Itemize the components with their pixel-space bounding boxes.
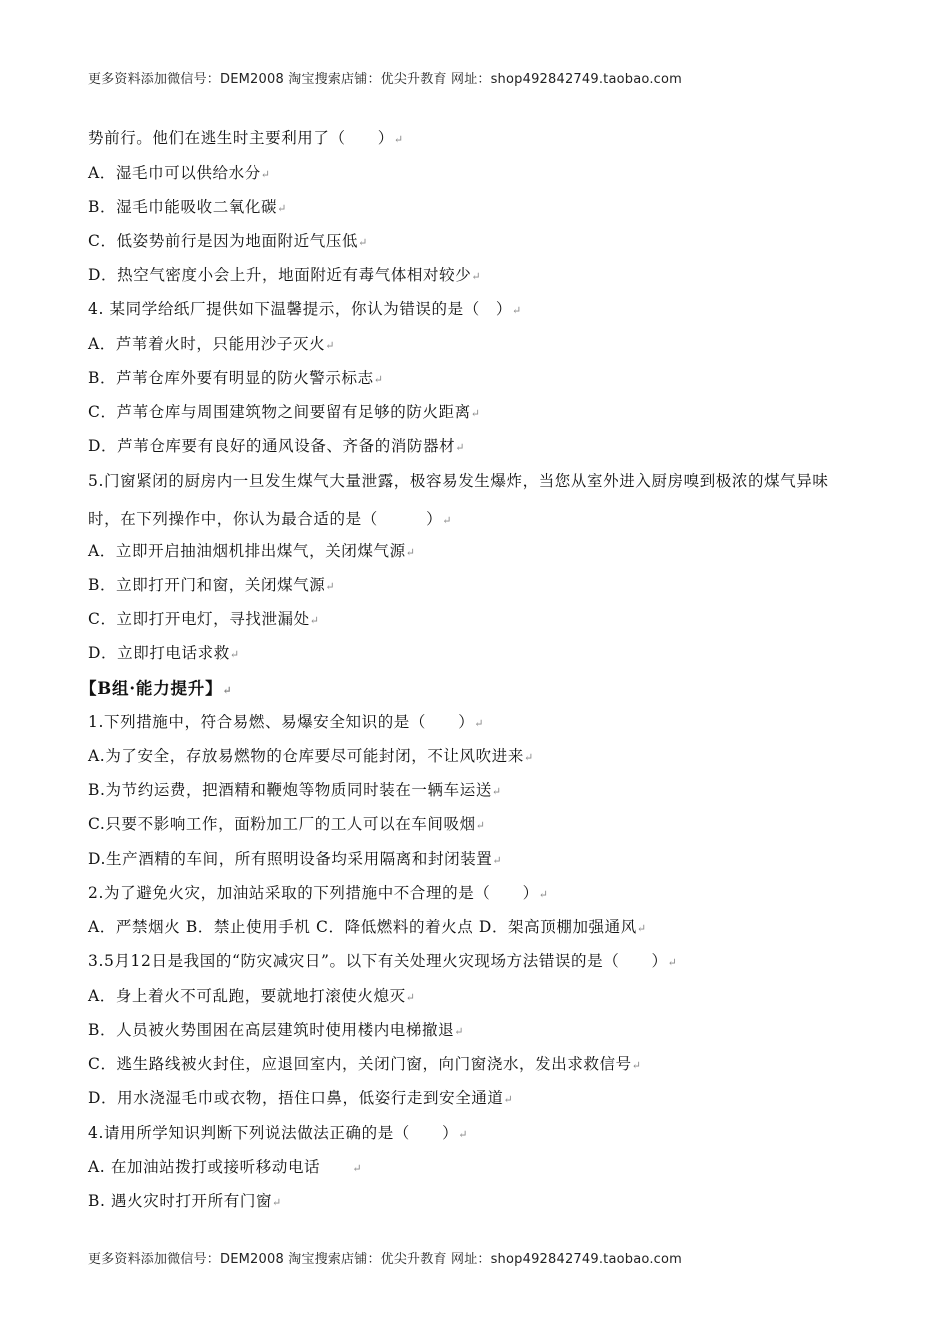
option-line: A.为了安全，存放易燃物的仓库要尽可能封闭，不让风吹进来↵ <box>88 747 534 765</box>
paragraph-mark-icon: ↵ <box>272 1196 282 1209</box>
option-line: C．立即打开电灯，寻找泄漏处↵ <box>88 610 320 628</box>
option-line: C．逃生路线被火封住，应退回室内，关闭门窗，向门窗浇水，发出求救信号↵ <box>88 1055 642 1073</box>
paragraph-mark-icon: ↵ <box>277 202 287 215</box>
question-line: 1.下列措施中，符合易燃、易爆安全知识的是（ ）↵ <box>88 713 485 731</box>
option-line: B. 遇火灾时打开所有门窗↵ <box>88 1192 282 1210</box>
paragraph-mark-icon: ↵ <box>352 1162 363 1175</box>
paragraph-mark-icon: ↵ <box>538 888 549 901</box>
paragraph-mark-icon: ↵ <box>458 1128 469 1141</box>
paragraph-mark-icon: ↵ <box>512 304 522 317</box>
option-line: D．热空气密度小会上升，地面附近有毒气体相对较少↵ <box>88 266 482 284</box>
paragraph-mark-icon: ↵ <box>474 717 485 730</box>
paragraph-mark-icon: ↵ <box>358 236 368 249</box>
paragraph-mark-icon: ↵ <box>309 614 320 627</box>
paragraph-mark-icon: ↵ <box>455 441 466 454</box>
paragraph-mark-icon: ↵ <box>442 514 453 527</box>
paragraph-mark-icon: ↵ <box>454 1025 465 1038</box>
paragraph-mark-icon: ↵ <box>492 854 503 867</box>
paragraph-mark-icon: ↵ <box>523 751 534 764</box>
question-line: 4.请用所学知识判断下列说法做法正确的是（ ）↵ <box>88 1124 469 1142</box>
paragraph-mark-icon: ↵ <box>667 956 678 969</box>
option-line: D．芦苇仓库要有良好的通风设备、齐备的消防器材↵ <box>88 437 466 455</box>
paragraph-mark-icon: ↵ <box>325 580 336 593</box>
option-line: A．身上着火不可乱跑，要就地打滚使火熄灭↵ <box>88 987 416 1005</box>
paragraph-mark-icon: ↵ <box>470 407 481 420</box>
option-line: A．芦苇着火时，只能用沙子灭火↵ <box>88 335 336 353</box>
paragraph-mark-icon: ↵ <box>222 684 233 697</box>
option-line: B．芦苇仓库外要有明显的防火警示标志↵ <box>88 369 384 387</box>
option-line: A. 在加油站拨打或接听移动电话 ↵ <box>88 1158 363 1176</box>
option-line: B．人员被火势围困在高层建筑时使用楼内电梯撤退↵ <box>88 1021 465 1039</box>
paragraph-mark-icon: ↵ <box>471 270 482 283</box>
paragraph-mark-icon: ↵ <box>636 922 647 935</box>
option-line: C.只要不影响工作，面粉加工厂的工人可以在车间吸烟↵ <box>88 815 486 833</box>
text-line: 势前行。他们在逃生时主要利用了（ ）↵ <box>88 129 404 147</box>
page-footer: 更多资料添加微信号：DEM2008 淘宝搜索店铺：优尖升教育 网址：shop492842749.taobao.com <box>88 1252 683 1267</box>
paragraph-mark-icon: ↵ <box>373 373 384 386</box>
paragraph-mark-icon: ↵ <box>405 991 416 1004</box>
section-heading: 【B组·能力提升】↵ <box>80 679 233 698</box>
option-line: D.生产酒精的车间，所有照明设备均采用隔离和封闭装置↵ <box>88 850 503 868</box>
paragraph-mark-icon: ↵ <box>405 546 416 559</box>
question-line: 5.门窗紧闭的厨房内一旦发生煤气大量泄露，极容易发生爆炸，当您从室外进入厨房嗅到极浓的煤气异味 <box>88 472 829 490</box>
option-line: A．湿毛巾可以供给水分↵ <box>88 164 271 182</box>
paragraph-mark-icon: ↵ <box>325 339 336 352</box>
question-line: 4. 某同学给纸厂提供如下温馨提示，你认为错误的是（ ）↵ <box>88 300 522 318</box>
option-line: C．低姿势前行是因为地面附近气压低↵ <box>88 232 368 250</box>
question-line: 3.5月12日是我国的“防灾减灾日”。以下有关处理火灾现场方法错误的是（ ）↵ <box>88 952 678 970</box>
page-header: 更多资料添加微信号：DEM2008 淘宝搜索店铺：优尖升教育 网址：shop492842749.taobao.com <box>88 72 683 87</box>
paragraph-mark-icon: ↵ <box>631 1059 642 1072</box>
option-line: C．芦苇仓库与周围建筑物之间要留有足够的防火距离↵ <box>88 403 481 421</box>
paragraph-mark-icon: ↵ <box>393 133 404 146</box>
option-line: D．立即打电话求救↵ <box>88 644 240 662</box>
option-line: A．立即开启抽油烟机排出煤气，关闭煤气源↵ <box>88 542 416 560</box>
option-line: B．湿毛巾能吸收二氧化碳↵ <box>88 198 287 216</box>
question-line: 时，在下列操作中，你认为最合适的是（ ）↵ <box>88 510 453 528</box>
option-line: D．用水浇湿毛巾或衣物，捂住口鼻，低姿行走到安全通道↵ <box>88 1089 514 1107</box>
paragraph-mark-icon: ↵ <box>475 819 486 832</box>
paragraph-mark-icon: ↵ <box>503 1093 514 1106</box>
option-line: B.为节约运费，把酒精和鞭炮等物质同时装在一辆车运送↵ <box>88 781 502 799</box>
option-line: B．立即打开门和窗，关闭煤气源↵ <box>88 576 336 594</box>
paragraph-mark-icon: ↵ <box>229 648 240 661</box>
paragraph-mark-icon: ↵ <box>491 785 502 798</box>
question-line: 2.为了避免火灾，加油站采取的下列措施中不合理的是（ ）↵ <box>88 884 549 902</box>
paragraph-mark-icon: ↵ <box>260 168 271 181</box>
option-line: A．严禁烟火 B．禁止使用手机 C．降低燃料的着火点 D．架高顶棚加强通风↵ <box>88 918 647 936</box>
